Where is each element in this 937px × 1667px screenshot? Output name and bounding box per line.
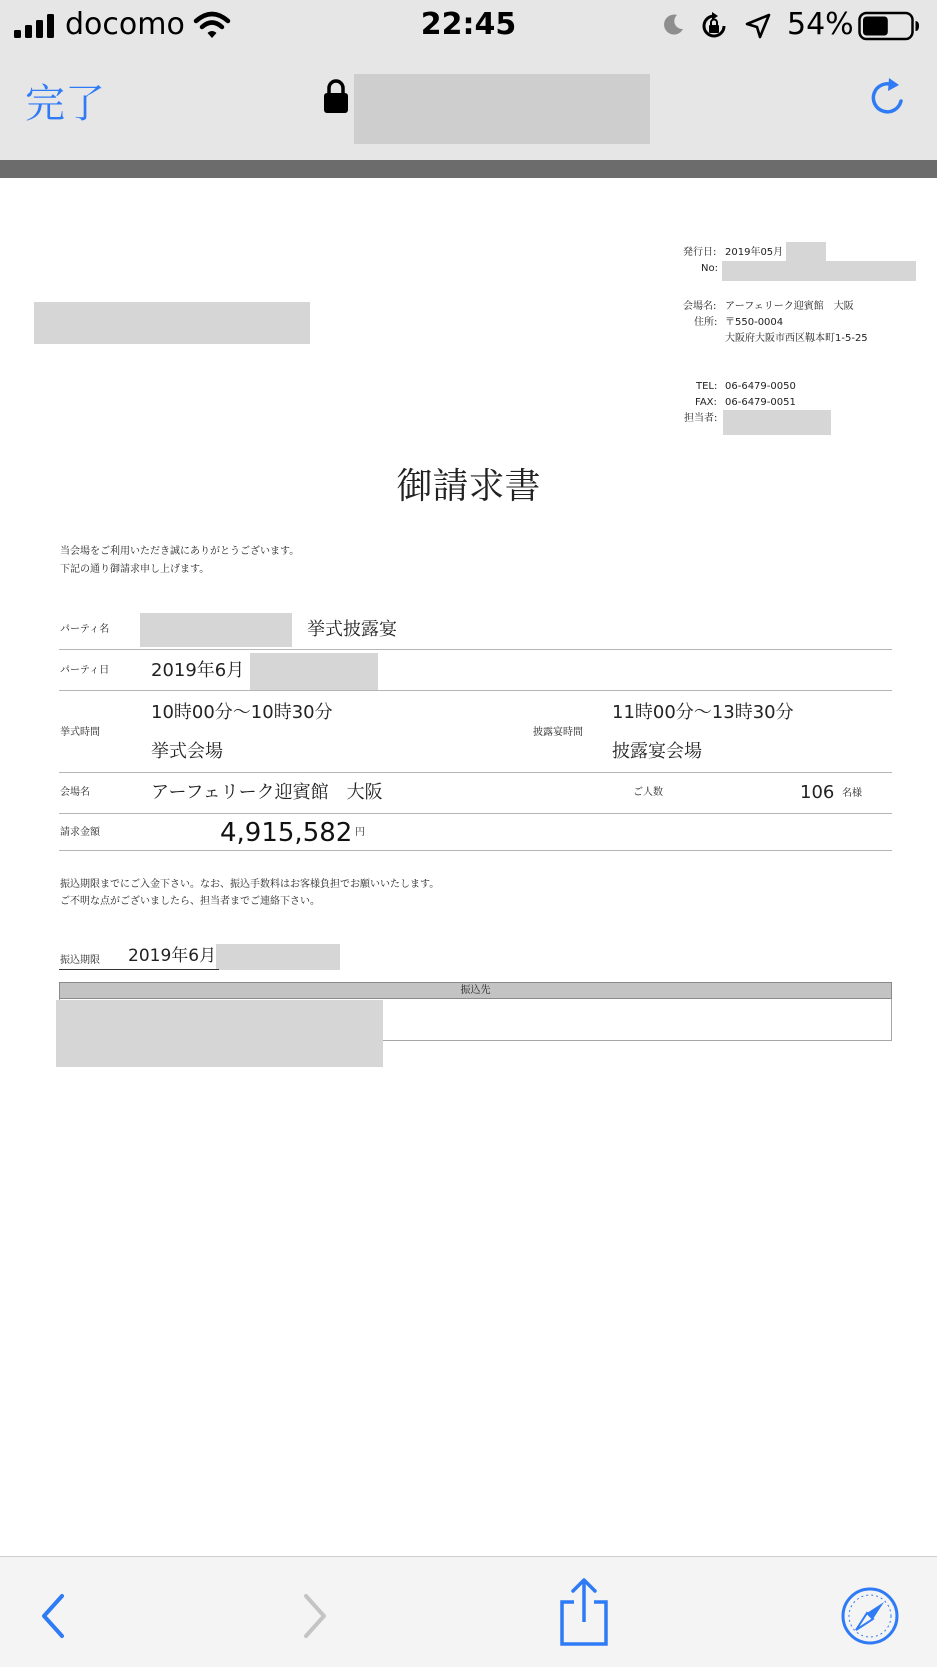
url-field[interactable]: [354, 74, 650, 144]
deadline-label: 振込期限: [60, 955, 100, 966]
divider: [59, 850, 892, 851]
guests-label: ご人数: [633, 787, 663, 798]
page-load-bar: [0, 160, 937, 178]
divider: [59, 690, 892, 691]
done-button[interactable]: 完了: [25, 81, 105, 127]
greeting-line-2: 下記の通り御請求申し上げます。: [60, 564, 210, 575]
amount-label: 請求金額: [60, 827, 100, 838]
carrier-name: docomo: [65, 7, 185, 42]
staff-label: 担当者:: [684, 413, 718, 424]
ceremony-time: 10時00分～10時30分: [151, 702, 333, 723]
party-date: 2019年6月: [151, 660, 245, 681]
tel-number: 06-6479-0050: [725, 381, 796, 392]
redacted-issue-day: [786, 242, 826, 263]
redacted-recipient: [34, 302, 310, 344]
invoice-title: 御請求書: [396, 466, 541, 507]
ceremony-place: 挙式会場: [151, 741, 223, 762]
deadline-date: 2019年6月: [128, 946, 217, 966]
tel-label: TEL:: [696, 381, 718, 392]
issue-date: 2019年05月: [725, 247, 784, 258]
redacted-party-name: [140, 613, 292, 647]
amount-value: 4,915,582: [220, 818, 353, 848]
venue-name: アーフェリーク迎賓館 大阪: [725, 301, 854, 312]
moon-icon: [660, 12, 686, 38]
location-icon: [744, 12, 772, 40]
payment-note-1: 振込期限までにご入金下さい。なお、振込手数料はお客様負担でお願いいたします。: [60, 879, 440, 890]
reception-time: 11時00分～13時30分: [612, 702, 794, 723]
postal-code: 〒550-0004: [725, 317, 784, 328]
forward-icon[interactable]: [296, 1592, 332, 1640]
redacted-deadline-day: [216, 944, 340, 970]
reception-time-label: 披露宴時間: [533, 727, 583, 738]
compass-icon[interactable]: [840, 1586, 900, 1646]
payment-note-2: ご不明な点がございましたら、担当者までご連絡下さい。: [60, 896, 320, 907]
battery-icon: [858, 10, 920, 42]
browser-toolbar: [0, 1556, 937, 1667]
venue-label: 会場名:: [683, 301, 717, 312]
fax-number: 06-6479-0051: [725, 397, 796, 408]
guests-count: 106: [800, 782, 835, 803]
document-no-label: No:: [701, 263, 718, 274]
venue-row-label: 会場名: [60, 787, 90, 798]
browser-navbar: [0, 52, 937, 160]
battery-percent: 54%: [787, 7, 854, 42]
amount-unit: 円: [355, 827, 365, 838]
ceremony-time-label: 挙式時間: [60, 727, 100, 738]
reload-icon[interactable]: [866, 76, 910, 120]
back-icon[interactable]: [36, 1592, 72, 1640]
deadline-underline: [59, 969, 219, 970]
divider: [59, 772, 892, 773]
bank-header: 振込先: [59, 982, 892, 999]
clock: 22:45: [420, 7, 517, 42]
fax-label: FAX:: [695, 397, 717, 408]
venue-row-name: アーフェリーク迎賓館 大阪: [151, 782, 383, 803]
divider: [59, 649, 892, 650]
address-label: 住所:: [694, 317, 718, 328]
reception-place: 披露宴会場: [612, 741, 702, 762]
divider: [59, 813, 892, 814]
lock-icon: [322, 78, 350, 114]
share-icon[interactable]: [556, 1576, 612, 1648]
party-name-suffix: 挙式披露宴: [307, 619, 397, 640]
issue-date-label: 発行日:: [683, 247, 717, 258]
rotation-lock-icon: [698, 10, 730, 42]
address: 大阪府大阪市西区靱本町1-5-25: [725, 333, 868, 344]
redacted-bank-details: [56, 1000, 383, 1067]
redacted-party-day: [250, 653, 378, 691]
greeting-line-1: 当会場をご利用いただき誠にありがとうございます。: [60, 546, 300, 557]
redacted-staff-name: [723, 410, 831, 435]
party-date-label: パーティ日: [60, 665, 110, 676]
status-bar: [0, 0, 937, 52]
party-name-label: パーティ名: [60, 624, 110, 635]
guests-unit: 名様: [842, 788, 862, 799]
redacted-document-no: [722, 261, 916, 281]
